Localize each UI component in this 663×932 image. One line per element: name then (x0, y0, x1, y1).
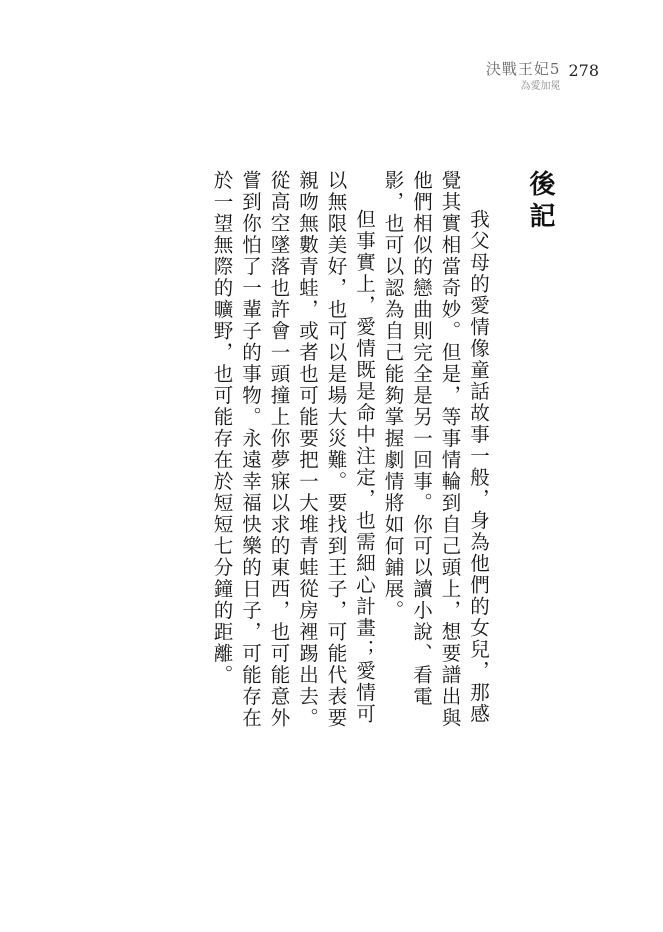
running-title (486, 60, 561, 94)
book-title: 決戰王妃5 (485, 60, 561, 78)
paragraph: 但事實上，愛情既是命中注定，也需細心計畫；愛情可以無限美好，也可以是場大災難。要找到王子，可能代表要親吻無數青蛙，或者也可能要把一大堆青蛙從房裡踢出去。從高空墜落也許會一頭撞上你夢寐以求的東西，也可能意外嘗到你怕了一輩子的事物。永遠幸福快樂的日子，可能存在於一望無際的曠野，也可能存在於短短七分鐘的距離。 (210, 170, 376, 729)
body-text (207, 170, 559, 730)
paragraph: 我父母的愛情像童話故事一般，身為他們的女兒，那感覺其實相當奇妙。但是，等事情輪到自己頭上，想要譜出與他們相似的戀曲則完全是另一回事。你可以讀小說、看電影，也可以認為自己能夠掌握劇情將如何鋪展。 (381, 170, 490, 729)
page-number: 278 (568, 61, 599, 80)
chapter-heading: 後記 (525, 170, 555, 234)
page-header (486, 60, 599, 100)
book-subtitle: 為愛加冕 (520, 81, 561, 92)
